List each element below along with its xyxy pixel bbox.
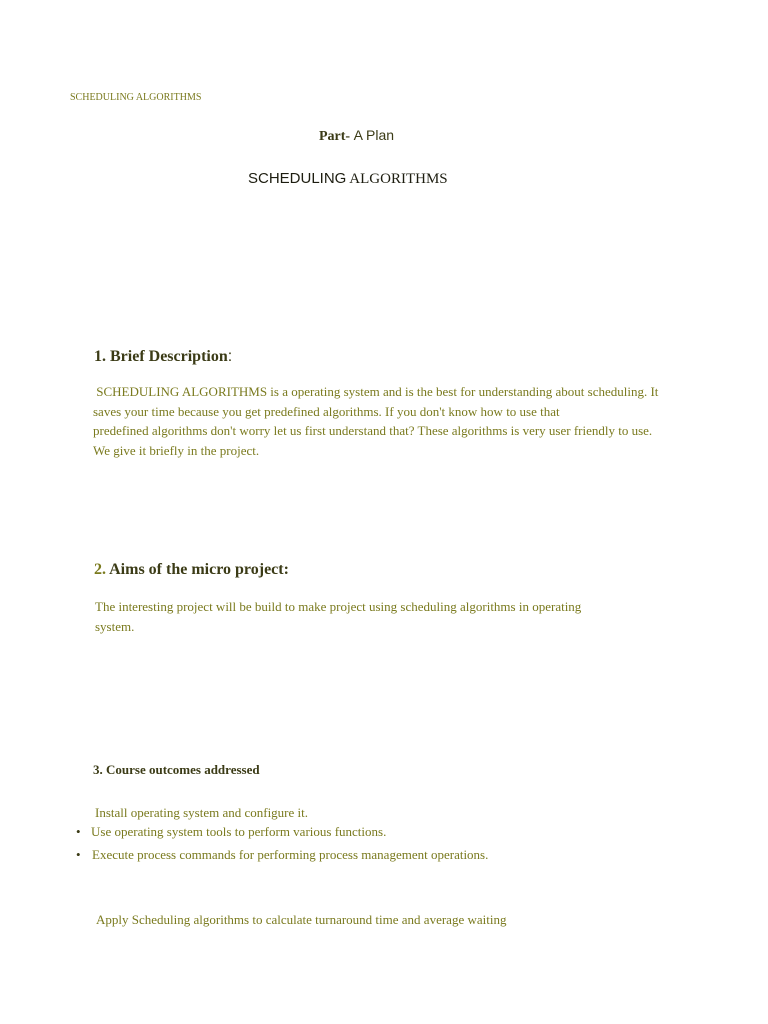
heading-number: 3.	[93, 762, 103, 777]
heading-colon: :	[227, 348, 233, 365]
paragraph-line: saves your time because you get predefined algorithms. If you don't know how to use that	[93, 403, 560, 419]
bullet-icon: •	[76, 824, 81, 839]
heading-number: 1.	[94, 348, 106, 365]
part-prefix: Part-	[319, 129, 351, 144]
heading-text: Course outcomes addressed	[106, 762, 260, 777]
heading-text: Aims of the micro project:	[109, 561, 289, 578]
running-header: SCHEDULING ALGORITHMS	[70, 92, 202, 103]
outcome-item: Install operating system and configure it.	[95, 805, 309, 820]
outcome-item: Execute process commands for performing process management operations.	[92, 847, 489, 862]
document-title	[248, 170, 448, 188]
aims-heading	[94, 561, 289, 579]
aims-paragraph	[95, 599, 581, 638]
brief-description-heading	[94, 348, 232, 366]
paragraph-line: We give it briefly in the project.	[93, 442, 260, 458]
document-title-word-2: ALGORITHMS	[349, 171, 448, 187]
paragraph-line: system.	[95, 618, 135, 634]
outcome-item: Apply Scheduling algorithms to calculate turnaround time and average waiting	[96, 912, 507, 927]
part-name: A Plan	[353, 127, 395, 143]
paragraph-line: SCHEDULING ALGORITHMS is a operating system and is the best for understanding about scheduling. It	[93, 384, 659, 399]
bullet-icon: •	[76, 847, 81, 862]
course-outcomes-heading	[93, 762, 260, 778]
outcome-item: Use operating system tools to perform various functions.	[91, 824, 387, 839]
heading-text: Brief Description	[110, 348, 228, 365]
document-title-word-1: SCHEDULING	[248, 170, 347, 187]
paragraph-line: The interesting project will be build to make project using scheduling algorithms in operating	[95, 599, 582, 614]
brief-description-paragraph	[93, 384, 658, 462]
heading-number: 2.	[94, 561, 106, 578]
paragraph-line: predefined algorithms don't worry let us first understand that? These algorithms is very user friendly to use.	[93, 423, 653, 438]
part-title	[319, 127, 394, 145]
